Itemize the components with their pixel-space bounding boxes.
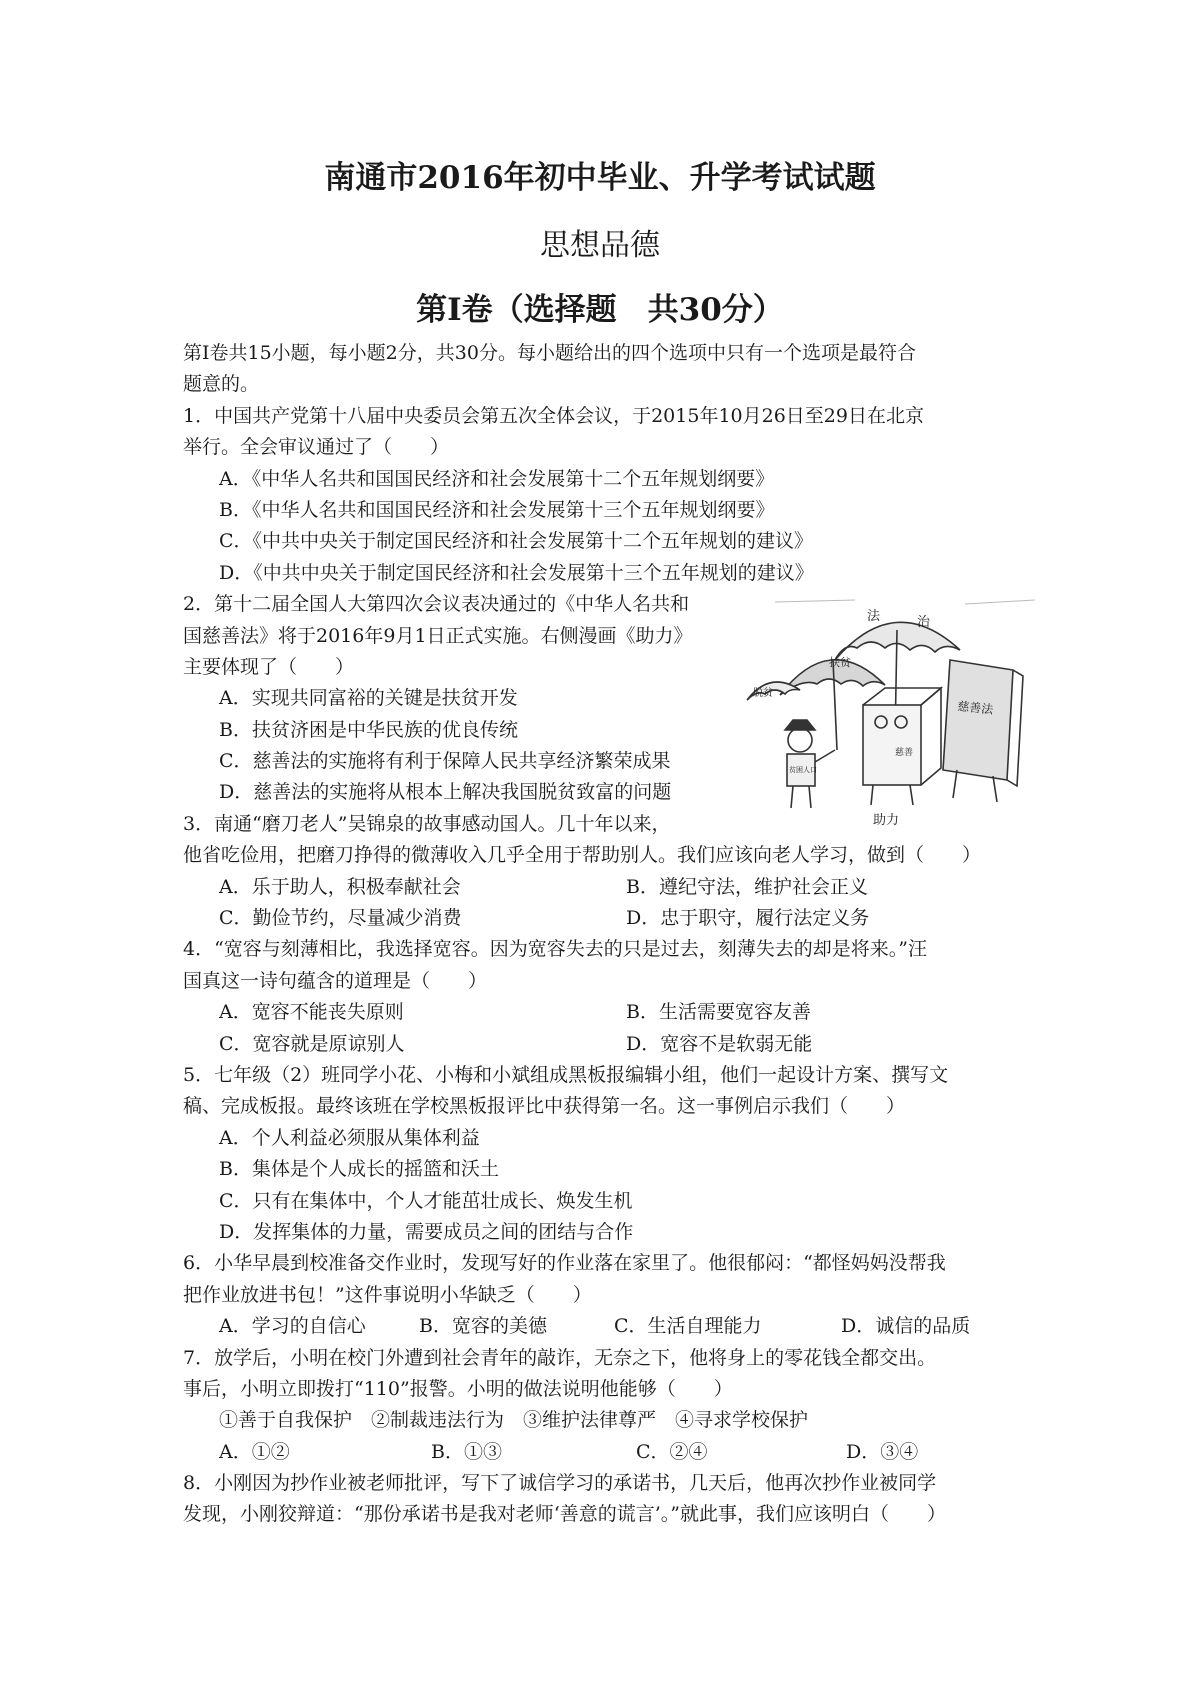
comic-label: 贫困人口 (789, 766, 817, 774)
q4-option-row (183, 1029, 1033, 1060)
q7-option: B．①③ (431, 1440, 502, 1463)
q1-stem: 1．中国共产党第十八届中央委员会第五次全体会议，于2015年10月26日至29日在北京 (183, 404, 924, 427)
q3-option: C．勤俭节约，尽量减少消费 (219, 907, 462, 930)
q6-option-row (183, 1311, 1033, 1342)
q1-option: A．《中华人名共和国国民经济和社会发展第十二个五年规划纲要》 (219, 467, 775, 490)
q5-option: D．发挥集体的力量，需要成员之间的团结与合作 (219, 1220, 634, 1243)
exam-title: 南通市2016年初中毕业、升学考试试题 (324, 160, 876, 196)
q2-stem: 主要体现了（ ） (183, 655, 355, 678)
q5-stem: 稿、完成板报。最终该班在学校黑板报评比中获得第一名。这一事例启示我们（ ） (183, 1095, 906, 1118)
book-icon (943, 660, 1013, 780)
comic-label: 治 (917, 615, 931, 630)
subject-title: 思想品德 (540, 228, 660, 263)
q5-option: C．只有在集体中，个人才能茁壮成长、焕发生机 (219, 1189, 633, 1212)
q4-option: D．宽容不是软弱无能 (626, 1032, 813, 1055)
q7-option: A．①② (219, 1440, 290, 1463)
section-title: 第Ⅰ卷（选择题 共30分） (416, 292, 784, 328)
q1-option: C．《中共中央关于制定国民经济和社会发展第十二个五年规划的建议》 (219, 530, 814, 553)
q3-option-row (183, 872, 1033, 903)
q7-option: D．③④ (846, 1440, 919, 1463)
q4-option: B．生活需要宽容友善 (626, 1001, 811, 1024)
q7-option: C．②④ (636, 1440, 708, 1463)
q1-option: D．《中共中央关于制定国民经济和社会发展第十三个五年规划的建议》 (219, 561, 814, 584)
q6-stem: 6．小华早晨到校准备交作业时，发现写好的作业落在家里了。他很郁闷：“都怪妈妈没帮我 (183, 1252, 946, 1275)
comic-illustration (745, 590, 1045, 830)
q1-stem: 举行。全会审议通过了（ ） (183, 436, 450, 459)
q8-stem: 8．小刚因为抄作业被老师批评，写下了诚信学习的承诺书，几天后，他再次抄作业被同学 (183, 1472, 937, 1495)
comic-label: 脱贫 (753, 688, 773, 699)
q5-stem: 5．七年级（2）班同学小花、小梅和小斌组成黑板报编辑小组，他们一起设计方案、撰写文 (183, 1063, 949, 1086)
q3-stem: 3．南通“磨刀老人”吴锦泉的故事感动国人。几十年以来， (183, 812, 671, 835)
q8-stem: 发现，小刚狡辩道：“那份承诺书是我对老师‘善意的谎言’。”就此事，我们应该明白（ ） (183, 1503, 947, 1526)
q6-stem: 把作业放进书包！”这件事说明小华缺乏（ ） (183, 1283, 592, 1306)
comic-label: 扶贫 (829, 656, 851, 669)
q6-option: A．学习的自信心 (219, 1315, 366, 1338)
q5-option: A．个人利益必须服从集体利益 (219, 1126, 480, 1149)
q7-statements: ①善于自我保护 ②制裁违法行为 ③维护法律尊严 ④寻求学校保护 (219, 1409, 809, 1432)
comic-caption: 助力 (873, 813, 900, 828)
q6-option: C．生活自理能力 (614, 1315, 762, 1338)
q1-option: B．《中华人名共和国国民经济和社会发展第十三个五年规划纲要》 (219, 498, 775, 521)
q7-stem: 事后，小明立即拨打“110”报警。小明的做法说明他能够（ ） (183, 1377, 733, 1400)
comic-label: 慈善法 (956, 699, 994, 717)
q2-option: B．扶贫济困是中华民族的优良传统 (219, 718, 518, 741)
exam-content (183, 338, 1033, 1531)
q2-stem: 2．第十二届全国人大第四次会议表决通过的《中华人名共和 (183, 593, 690, 616)
q3-stem: 他省吃俭用，把磨刀挣得的微薄收入几乎全用于帮助别人。我们应该向老人学习，做到（ ） (183, 844, 982, 867)
q4-stem: 4．“宽容与刻薄相比，我选择宽容。因为宽容失去的只是过去，刻薄失去的却是将来。”汪 (183, 938, 928, 961)
q2-option: A．实现共同富裕的关键是扶贫开发 (219, 687, 518, 710)
intro-line: 题意的。 (183, 373, 260, 396)
q3-option-row (183, 903, 1033, 934)
q7-stem: 7．放学后，小明在校门外遭到社会青年的敲诈，无奈之下，他将身上的零花钱全都交出。 (183, 1346, 937, 1369)
q3-option: D．忠于职守，履行法定义务 (626, 907, 870, 930)
q6-option: D．诚信的品质 (841, 1315, 971, 1338)
q3-option: A．乐于助人，积极奉献社会 (219, 875, 461, 898)
q2-stem: 国慈善法》将于2016年9月1日正式实施。右侧漫画《助力》 (183, 624, 693, 647)
q3-option: B．遵纪守法，维护社会正义 (626, 875, 868, 898)
q2-option: C．慈善法的实施将有利于保障人民共享经济繁荣成果 (219, 750, 671, 773)
q7-option-row (183, 1437, 1033, 1468)
q4-option: C．宽容就是原谅别人 (219, 1032, 405, 1055)
q4-option-row (183, 997, 1033, 1028)
comic-label: 法 (867, 609, 881, 624)
comic-label: 慈善 (895, 748, 914, 758)
q5-option: B．集体是个人成长的摇篮和沃土 (219, 1158, 499, 1181)
q2-option: D．慈善法的实施将从根本上解决我国脱贫致富的问题 (219, 781, 672, 804)
intro-line: 第Ⅰ卷共15小题，每小题2分，共30分。每小题给出的四个选项中只有一个选项是最符合 (183, 342, 916, 364)
q6-option: B．宽容的美德 (419, 1315, 547, 1338)
q4-stem: 国真这一诗句蕴含的道理是（ ） (183, 969, 488, 992)
q4-option: A．宽容不能丧失原则 (219, 1001, 404, 1024)
